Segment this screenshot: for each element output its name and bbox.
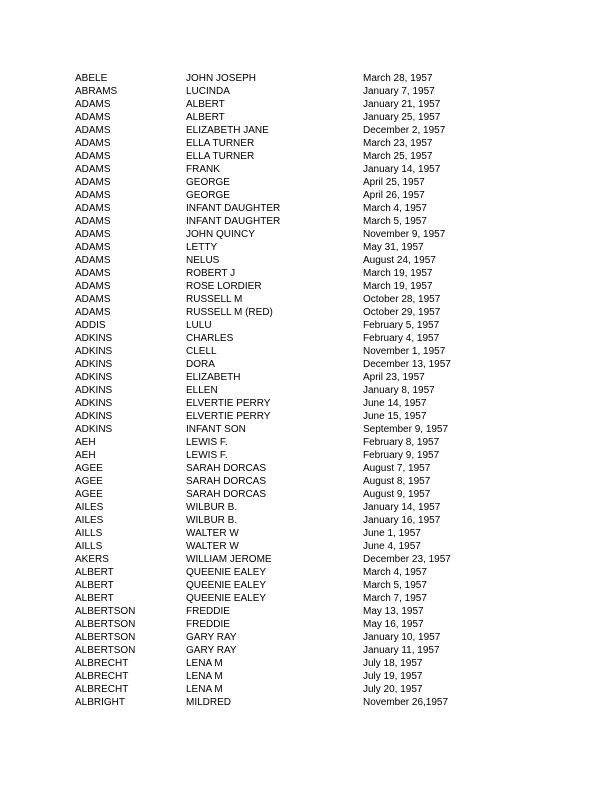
- record-date: November 1, 1957: [363, 346, 446, 357]
- record-date: December 23, 1957: [363, 554, 451, 565]
- record-row: [75, 111, 495, 124]
- first-name: FREDDIE: [186, 606, 230, 617]
- record-row: [75, 202, 495, 215]
- record-row: [75, 228, 495, 241]
- last-name: ADAMS: [75, 125, 111, 136]
- record-date: June 1, 1957: [363, 528, 421, 539]
- first-name: GARY RAY: [186, 645, 237, 656]
- record-date: August 8, 1957: [363, 476, 431, 487]
- first-name: INFANT DAUGHTER: [186, 203, 281, 214]
- record-date: March 23, 1957: [363, 138, 433, 149]
- record-date: January 11, 1957: [363, 645, 440, 656]
- last-name: ADKINS: [75, 372, 113, 383]
- first-name: SARAH DORCAS: [186, 463, 267, 474]
- record-date: January 25, 1957: [363, 112, 441, 123]
- record-date: March 19, 1957: [363, 268, 433, 279]
- last-name: ADAMS: [75, 203, 111, 214]
- record-row: [75, 631, 495, 644]
- first-name: GEORGE: [186, 177, 230, 188]
- record-row: [75, 267, 495, 280]
- last-name: AEH: [75, 437, 96, 448]
- record-date: June 15, 1957: [363, 411, 427, 422]
- record-row: [75, 540, 495, 553]
- record-date: July 18, 1957: [363, 658, 423, 669]
- record-date: May 16, 1957: [363, 619, 424, 630]
- first-name: ELLEN: [186, 385, 218, 396]
- last-name: AGEE: [75, 476, 103, 487]
- first-name: LENA M: [186, 671, 223, 682]
- record-date: January 10, 1957: [363, 632, 441, 643]
- record-date: January 14, 1957: [363, 502, 441, 513]
- first-name: INFANT DAUGHTER: [186, 216, 281, 227]
- last-name: ADKINS: [75, 411, 113, 422]
- last-name: ADAMS: [75, 138, 111, 149]
- record-date: June 4, 1957: [363, 541, 421, 552]
- last-name: ALBRECHT: [75, 658, 129, 669]
- last-name: ADKINS: [75, 424, 113, 435]
- record-date: March 19, 1957: [363, 281, 433, 292]
- record-date: September 9, 1957: [363, 424, 449, 435]
- record-row: [75, 657, 495, 670]
- last-name: ALBERT: [75, 567, 114, 578]
- last-name: ADAMS: [75, 268, 111, 279]
- last-name: ADAMS: [75, 242, 111, 253]
- last-name: AGEE: [75, 489, 103, 500]
- record-row: [75, 579, 495, 592]
- records-list: [75, 72, 495, 709]
- first-name: MILDRED: [186, 697, 232, 708]
- last-name: ADAMS: [75, 112, 111, 123]
- first-name: ALBERT: [186, 112, 225, 123]
- last-name: ABELE: [75, 73, 108, 84]
- first-name: FRANK: [186, 164, 220, 175]
- last-name: ADAMS: [75, 281, 111, 292]
- first-name: ROSE LORDIER: [186, 281, 262, 292]
- first-name: ELLA TURNER: [186, 138, 255, 149]
- record-date: June 14, 1957: [363, 398, 427, 409]
- record-date: February 8, 1957: [363, 437, 440, 448]
- record-row: [75, 98, 495, 111]
- first-name: WILBUR B.: [186, 515, 238, 526]
- last-name: ADKINS: [75, 398, 113, 409]
- first-name: WILLIAM JEROME: [186, 554, 272, 565]
- first-name: FREDDIE: [186, 619, 230, 630]
- last-name: ALBERTSON: [75, 645, 136, 656]
- record-date: January 14, 1957: [363, 164, 441, 175]
- first-name: LEWIS F.: [186, 437, 228, 448]
- record-row: [75, 345, 495, 358]
- first-name: LENA M: [186, 658, 223, 669]
- first-name: LENA M: [186, 684, 223, 695]
- record-date: February 9, 1957: [363, 450, 440, 461]
- first-name: GARY RAY: [186, 632, 237, 643]
- first-name: ELLA TURNER: [186, 151, 255, 162]
- first-name: QUEENIE EALEY: [186, 567, 267, 578]
- last-name: AILES: [75, 502, 104, 513]
- first-name: WALTER W: [186, 528, 239, 539]
- record-row: [75, 215, 495, 228]
- last-name: ADKINS: [75, 346, 113, 357]
- record-row: [75, 553, 495, 566]
- record-date: August 24, 1957: [363, 255, 436, 266]
- record-date: November 9, 1957: [363, 229, 446, 240]
- record-date: January 7, 1957: [363, 86, 435, 97]
- first-name: RUSSELL M: [186, 294, 243, 305]
- record-date: December 2, 1957: [363, 125, 446, 136]
- record-date: November 26,1957: [363, 697, 449, 708]
- last-name: ADAMS: [75, 255, 111, 266]
- first-name: LULU: [186, 320, 212, 331]
- record-row: [75, 605, 495, 618]
- record-row: [75, 137, 495, 150]
- record-date: April 25, 1957: [363, 177, 425, 188]
- record-row: [75, 488, 495, 501]
- first-name: SARAH DORCAS: [186, 489, 267, 500]
- record-row: [75, 475, 495, 488]
- record-row: [75, 358, 495, 371]
- record-row: [75, 163, 495, 176]
- last-name: ADAMS: [75, 190, 111, 201]
- first-name: LETTY: [186, 242, 218, 253]
- last-name: ADAMS: [75, 216, 111, 227]
- first-name: GEORGE: [186, 190, 230, 201]
- first-name: QUEENIE EALEY: [186, 593, 267, 604]
- first-name: JOHN QUINCY: [186, 229, 255, 240]
- first-name: JOHN JOSEPH: [186, 73, 257, 84]
- record-row: [75, 189, 495, 202]
- record-row: [75, 293, 495, 306]
- record-row: [75, 592, 495, 605]
- record-row: [75, 436, 495, 449]
- last-name: ADAMS: [75, 294, 111, 305]
- record-date: January 21, 1957: [363, 99, 441, 110]
- record-row: [75, 514, 495, 527]
- last-name: ALBERTSON: [75, 606, 136, 617]
- first-name: WILBUR B.: [186, 502, 238, 513]
- record-row: [75, 449, 495, 462]
- last-name: ADAMS: [75, 229, 111, 240]
- record-date: March 4, 1957: [363, 567, 427, 578]
- record-row: [75, 72, 495, 85]
- record-date: March 5, 1957: [363, 580, 427, 591]
- record-date: July 19, 1957: [363, 671, 423, 682]
- last-name: ADAMS: [75, 99, 111, 110]
- record-row: [75, 280, 495, 293]
- first-name: CHARLES: [186, 333, 234, 344]
- first-name: ELVERTIE PERRY: [186, 398, 271, 409]
- record-date: July 20, 1957: [363, 684, 423, 695]
- record-row: [75, 696, 495, 709]
- first-name: SARAH DORCAS: [186, 476, 267, 487]
- first-name: ELIZABETH: [186, 372, 241, 383]
- record-date: February 4, 1957: [363, 333, 440, 344]
- last-name: AEH: [75, 450, 96, 461]
- record-row: [75, 306, 495, 319]
- last-name: ADAMS: [75, 164, 111, 175]
- last-name: ALBRIGHT: [75, 697, 126, 708]
- last-name: ALBERTSON: [75, 632, 136, 643]
- last-name: ALBERTSON: [75, 619, 136, 630]
- last-name: ALBRECHT: [75, 684, 129, 695]
- record-date: March 7, 1957: [363, 593, 427, 604]
- record-row: [75, 618, 495, 631]
- last-name: ADKINS: [75, 359, 113, 370]
- first-name: QUEENIE EALEY: [186, 580, 267, 591]
- last-name: ADKINS: [75, 385, 113, 396]
- first-name: RUSSELL M (RED): [186, 307, 273, 318]
- last-name: AKERS: [75, 554, 109, 565]
- record-date: August 7, 1957: [363, 463, 431, 474]
- first-name: LUCINDA: [186, 86, 230, 97]
- last-name: ALBERT: [75, 593, 114, 604]
- record-date: March 25, 1957: [363, 151, 433, 162]
- record-row: [75, 254, 495, 267]
- record-row: [75, 332, 495, 345]
- first-name: ELVERTIE PERRY: [186, 411, 271, 422]
- record-date: April 26, 1957: [363, 190, 425, 201]
- record-date: May 31, 1957: [363, 242, 424, 253]
- record-date: October 28, 1957: [363, 294, 441, 305]
- record-row: [75, 85, 495, 98]
- record-date: March 28, 1957: [363, 73, 433, 84]
- record-date: August 9, 1957: [363, 489, 431, 500]
- first-name: ROBERT J: [186, 268, 236, 279]
- record-row: [75, 644, 495, 657]
- first-name: ELIZABETH JANE: [186, 125, 269, 136]
- record-row: [75, 683, 495, 696]
- last-name: ABRAMS: [75, 86, 118, 97]
- record-row: [75, 319, 495, 332]
- record-date: January 16, 1957: [363, 515, 441, 526]
- record-row: [75, 371, 495, 384]
- last-name: ALBRECHT: [75, 671, 129, 682]
- record-date: December 13, 1957: [363, 359, 451, 370]
- first-name: NELUS: [186, 255, 220, 266]
- first-name: LEWIS F.: [186, 450, 228, 461]
- record-date: May 13, 1957: [363, 606, 424, 617]
- record-row: [75, 410, 495, 423]
- record-row: [75, 527, 495, 540]
- first-name: ALBERT: [186, 99, 225, 110]
- record-row: [75, 124, 495, 137]
- record-date: January 8, 1957: [363, 385, 435, 396]
- record-row: [75, 397, 495, 410]
- first-name: INFANT SON: [186, 424, 246, 435]
- first-name: WALTER W: [186, 541, 239, 552]
- last-name: ADAMS: [75, 307, 111, 318]
- record-row: [75, 423, 495, 436]
- first-name: DORA: [186, 359, 215, 370]
- record-row: [75, 670, 495, 683]
- last-name: AILLS: [75, 541, 103, 552]
- record-row: [75, 176, 495, 189]
- last-name: ADAMS: [75, 177, 111, 188]
- record-row: [75, 501, 495, 514]
- last-name: ALBERT: [75, 580, 114, 591]
- record-date: April 23, 1957: [363, 372, 425, 383]
- record-row: [75, 566, 495, 579]
- record-row: [75, 150, 495, 163]
- record-row: [75, 241, 495, 254]
- first-name: CLELL: [186, 346, 217, 357]
- last-name: AGEE: [75, 463, 103, 474]
- record-date: March 5, 1957: [363, 216, 427, 227]
- record-row: [75, 384, 495, 397]
- last-name: AILLS: [75, 528, 103, 539]
- record-row: [75, 462, 495, 475]
- last-name: ADAMS: [75, 151, 111, 162]
- record-date: October 29, 1957: [363, 307, 441, 318]
- record-date: February 5, 1957: [363, 320, 440, 331]
- last-name: ADDIS: [75, 320, 106, 331]
- record-date: March 4, 1957: [363, 203, 427, 214]
- last-name: AILES: [75, 515, 104, 526]
- last-name: ADKINS: [75, 333, 113, 344]
